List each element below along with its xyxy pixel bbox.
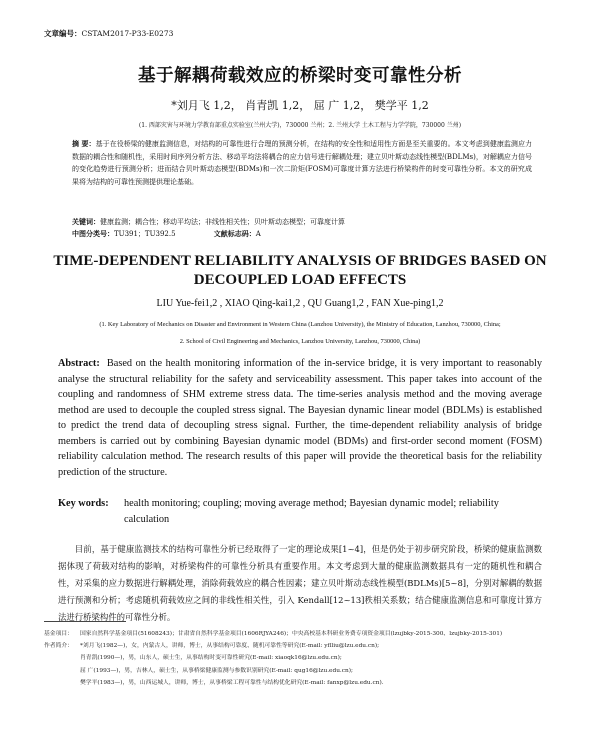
- classification-label: 中图分类号：: [72, 230, 114, 238]
- chinese-abstract-text: 基于在役桥梁的健康监测信息，对结构的可靠性进行合理的预测分析，在结构的安全性和适用性方面是至关重要的。本文考虑到健康监测应力数据的耦合性和随机性，采用时间序列分析方法、移动平均法将耦合的应力信号进行解耦处理；建立贝叶斯动态线性模型(BDLMs)，对解耦应力信号的变化趋势进行预测分析；进而结合贝叶斯动态模型(BDMs)和一次二阶矩(FOSM)可靠度计算方法进行桥梁构件的时变可靠性分析。本文的研究成果将为结构的可靠性预测提供理论基础。: [72, 140, 533, 186]
- footnote-row: [44, 628, 560, 640]
- body-text: [58, 541, 542, 626]
- footnote-row: [44, 652, 560, 664]
- document-code-label: 文献标志码：: [213, 230, 256, 238]
- english-title-line-1: TIME-DEPENDENT RELIABILITY ANALYSIS OF BRIDGES BASED ON: [53, 253, 547, 269]
- footnote-label: [44, 665, 80, 677]
- chinese-keywords-text: 健康监测；耦合性；移动平均法；非线性相关性；贝叶斯动态模型；可靠度计算: [100, 218, 345, 226]
- footnote-label: 作者简介：: [44, 643, 73, 650]
- chinese-abstract: [72, 138, 532, 188]
- footnote-label: 基金项目：: [44, 631, 73, 637]
- chinese-abstract-label: 摘 要：: [72, 140, 96, 148]
- footnote-row: [44, 640, 560, 652]
- chinese-keywords: [72, 216, 532, 228]
- article-number: [44, 28, 173, 39]
- footnote-label: [44, 652, 80, 664]
- footnote-text: 屈 广(1993—)，男，吉林人，硕士生，从事桥梁健康监测与参数识别研究(E-mail: qug16@lzu.edu.cn);: [80, 667, 353, 674]
- english-title-line-2: DECOUPLED LOAD EFFECTS: [193, 272, 407, 288]
- footnote-text: *刘月飞(1982—)，女，内蒙古人，讲师，博士，从事结构可靠度、随机可靠性等研究(E-mail: yflliu@lzu.edu.cn);: [80, 643, 380, 650]
- english-title: [0, 252, 600, 290]
- classification-value: TU391；TU392.5: [114, 230, 176, 238]
- footnote-text: 国家自然科学基金项目(51608243)；甘肃省自然科学基金项目(1606RJYA246)；中央高校基本科研业务费专项资金项目(lzujbky-2015-300、lzujbky-2015-301): [80, 631, 503, 637]
- chinese-keywords-label: 关键词：: [72, 218, 100, 226]
- classification-line: [72, 229, 532, 239]
- footnote-text: 肖青凯(1990—)，男，山东人，硕士生，从事结构时变可靠性研究(E-mail: xiaoqk16@lzu.edu.cn);: [80, 655, 342, 662]
- footnote-rule: [44, 621, 126, 622]
- article-number-value: CSTAM2017-P33-E0273: [81, 29, 174, 38]
- footnotes: [44, 628, 560, 689]
- english-affiliation-2: 2. School of Civil Engineering and Mechanics, Lanzhou University, Lanzhou, 730000, China): [179, 338, 421, 345]
- english-abstract: [58, 356, 542, 480]
- chinese-title: 基于解耦荷载效应的桥梁时变可靠性分析: [138, 66, 462, 86]
- english-abstract-text: Based on the health monitoring information of the in-service bridge, it is very important to reasonably analyse the structural reliability for the safety and serviceability assessment. This paper takes into account of the coupling and randomness of SHM extreme stress data. The time-series analysis method and the moving average method are used to decouple the coupled stress signal. The Bayesian dynamic linear model (BDLMs) is established to predict the trend data of decoupling stress signal. Further, the time-dependent reliability analysis of bridge members is carried out by combining Bayesian dynamic model (BDMs) and first-order second moment (FOSM) reliability calculation method. The research results of this paper will provide the theoretical basis for the reliability prediction of the structure.: [58, 358, 542, 478]
- footnote-text: 樊学平(1983—)，男，山西运城人，讲师，博士，从事桥梁工程可靠性与结构优化研究(E-mail: fanxp@lzu.edu.cn).: [80, 679, 384, 686]
- english-keywords-label: Key words:: [58, 498, 109, 509]
- footnote-label: [44, 677, 80, 689]
- english-abstract-label: Abstract:: [58, 358, 100, 369]
- body-paragraph: 目前，基于健康监测技术的结构可靠性分析已经取得了一定的理论成果[1~4]，但是仍处于初步研究阶段，桥梁的健康监测数据体现了荷载对结构的影响，对桥梁构件的可靠性分析具有重要作用。本文考虑到大量的健康监测数据具有一定的随机性和耦合性，对采集的应力数据进行解耦处理，消除荷载效应的耦合性因素；建立贝叶斯动态线性模型(BDLMs)[5~8]，分别对解耦的数据进行预测和分析；考虑随机荷载效应之间的非线性相关性，引入 Kendall[12~13]秩相关系数；结合健康监测信息和可靠度计算方法进行桥梁构件的可靠性分析。: [58, 544, 542, 622]
- english-keywords-text: health monitoring; coupling; moving average method; Bayesian dynamic model; reliability calculation: [124, 498, 499, 525]
- document-code-value: A: [255, 230, 261, 238]
- english-keywords: [58, 496, 542, 525]
- footnote-row: [44, 677, 560, 689]
- footnote-row: [44, 665, 560, 677]
- english-authors: LIU Yue-fei1,2 , XIAO Qing-kai1,2 , QU Guang1,2 , FAN Xue-ping1,2: [156, 298, 444, 309]
- chinese-authors: *刘月飞 1,2， 肖青凯 1,2， 屈 广 1,2， 樊学平 1,2: [171, 99, 429, 112]
- article-number-label: 文章编号：: [44, 29, 82, 38]
- english-affiliation-1: (1. Key Laboratory of Mechanics on Disaster and Environment in Western China (Lanzhou University), the Ministry of Education, Lanzhou, 730000, China;: [99, 321, 501, 328]
- chinese-affiliation: (1. 西部灾害与环境力学教育部重点实验室(兰州大学)，730000 兰州；2. 兰州大学 土木工程与力学学院，730000 兰州): [138, 122, 462, 129]
